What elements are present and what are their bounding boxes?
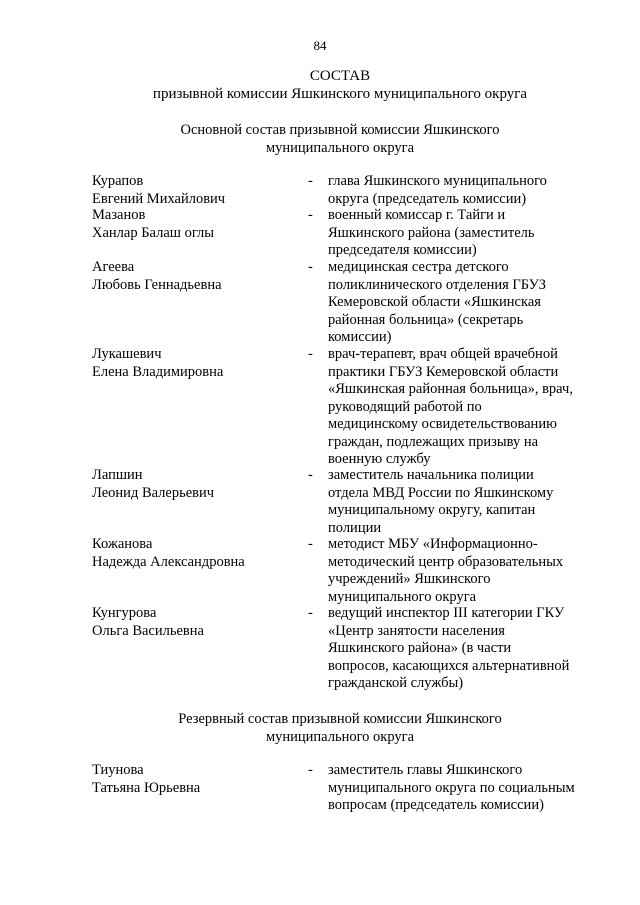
role-line: вопросов, касающихся альтернативной bbox=[328, 657, 570, 674]
role-line: Кемеровской области «Яшкинская bbox=[328, 294, 541, 310]
member-name bbox=[92, 536, 302, 571]
member-given-name: Татьяна Юрьевна bbox=[92, 779, 201, 796]
member-role bbox=[328, 536, 593, 606]
member-dash: - bbox=[308, 536, 313, 552]
member-role bbox=[328, 207, 593, 260]
role-line: «Яшкинская районная больница», врач, bbox=[328, 381, 573, 397]
member-dash: - bbox=[308, 259, 313, 275]
member-dash: - bbox=[308, 346, 313, 362]
member-role bbox=[328, 762, 593, 815]
member-surname: Тиунова bbox=[92, 762, 144, 778]
role-line: практики ГБУЗ Кемеровской области bbox=[328, 363, 559, 380]
heading-line: Резервный состав призывной комиссии Яшкинского bbox=[178, 711, 502, 727]
role-line: глава Яшкинского муниципального bbox=[328, 173, 547, 189]
role-line: полиции bbox=[328, 519, 382, 536]
member-dash: - bbox=[308, 173, 313, 189]
member-role bbox=[328, 259, 593, 347]
role-line: заместитель начальника полиции bbox=[328, 467, 534, 483]
role-line: муниципальному округу, капитан bbox=[328, 502, 536, 518]
role-line: медицинская сестра детского bbox=[328, 259, 509, 275]
member-name bbox=[92, 467, 302, 502]
member-role bbox=[328, 605, 593, 693]
member-name bbox=[92, 605, 302, 640]
member-surname: Курапов bbox=[92, 173, 144, 189]
title-line: СОСТАВ bbox=[309, 68, 371, 84]
role-line: военный комиссар г. Тайги и bbox=[328, 207, 506, 223]
role-line: отдела МВД России по Яшкинскому bbox=[328, 484, 554, 501]
role-line: председателя комиссии) bbox=[328, 242, 477, 258]
role-line: Яшкинского района (заместитель bbox=[328, 224, 535, 241]
member-name bbox=[92, 259, 302, 294]
member-surname: Кунгурова bbox=[92, 605, 157, 621]
member-given-name: Елена Владимировна bbox=[92, 363, 224, 380]
member-surname: Агеева bbox=[92, 259, 135, 275]
role-line: поликлинического отделения ГБУЗ bbox=[328, 276, 546, 293]
heading-line: муниципального округа bbox=[265, 729, 415, 745]
role-line: округа (председатель комиссии) bbox=[328, 190, 527, 207]
role-line: комиссии) bbox=[328, 329, 392, 345]
member-surname: Лапшин bbox=[92, 467, 143, 483]
document-title bbox=[0, 67, 640, 103]
role-line: руководящий работой по bbox=[328, 398, 482, 415]
member-dash: - bbox=[308, 467, 313, 483]
reserve-composition-heading bbox=[0, 710, 640, 746]
member-given-name: Любовь Геннадьевна bbox=[92, 276, 222, 293]
role-line: ведущий инспектор III категории ГКУ bbox=[328, 605, 565, 621]
title-line: призывной комиссии Яшкинского муниципального округа bbox=[152, 86, 528, 102]
role-line: методический центр образовательных bbox=[328, 553, 564, 570]
member-role bbox=[328, 467, 593, 537]
role-line: врач-терапевт, врач общей врачебной bbox=[328, 346, 558, 362]
member-given-name: Евгений Михайлович bbox=[92, 190, 226, 207]
member-surname: Кожанова bbox=[92, 536, 153, 552]
member-given-name: Леонид Валерьевич bbox=[92, 484, 215, 501]
member-role bbox=[328, 346, 593, 469]
role-line: районная больница» (секретарь bbox=[328, 311, 524, 328]
role-line: военную службу bbox=[328, 451, 431, 467]
role-line: Яшкинского района» (в части bbox=[328, 640, 512, 656]
member-dash: - bbox=[308, 762, 313, 778]
member-surname: Лукашевич bbox=[92, 346, 162, 362]
member-name bbox=[92, 173, 302, 208]
role-line: методист МБУ «Информационно- bbox=[328, 536, 538, 552]
member-given-name: Надежда Александровна bbox=[92, 553, 245, 570]
member-dash: - bbox=[308, 207, 313, 223]
role-line: учреждений» Яшкинского bbox=[328, 571, 491, 587]
member-name bbox=[92, 346, 302, 381]
role-line: вопросам (председатель комиссии) bbox=[328, 797, 544, 813]
member-surname: Мазанов bbox=[92, 207, 146, 223]
member-given-name: Ханлар Балаш оглы bbox=[92, 224, 215, 241]
main-composition-heading bbox=[0, 121, 640, 157]
heading-line: Основной состав призывной комиссии Яшкинского bbox=[180, 122, 500, 138]
member-name bbox=[92, 207, 302, 242]
member-name bbox=[92, 762, 302, 797]
role-line: медицинскому освидетельствованию bbox=[328, 416, 557, 432]
heading-line: муниципального округа bbox=[265, 140, 415, 156]
role-line: граждан, подлежащих призыву на bbox=[328, 433, 539, 450]
role-line: заместитель главы Яшкинского bbox=[328, 762, 523, 778]
role-line: муниципального округа bbox=[328, 588, 477, 605]
member-dash: - bbox=[308, 605, 313, 621]
member-role bbox=[328, 173, 593, 208]
page-number: 84 bbox=[313, 38, 327, 53]
role-line: муниципального округа по социальным bbox=[328, 779, 575, 796]
role-line: гражданской службы) bbox=[328, 675, 464, 691]
role-line: «Центр занятости населения bbox=[328, 622, 505, 639]
member-given-name: Ольга Васильевна bbox=[92, 622, 204, 639]
